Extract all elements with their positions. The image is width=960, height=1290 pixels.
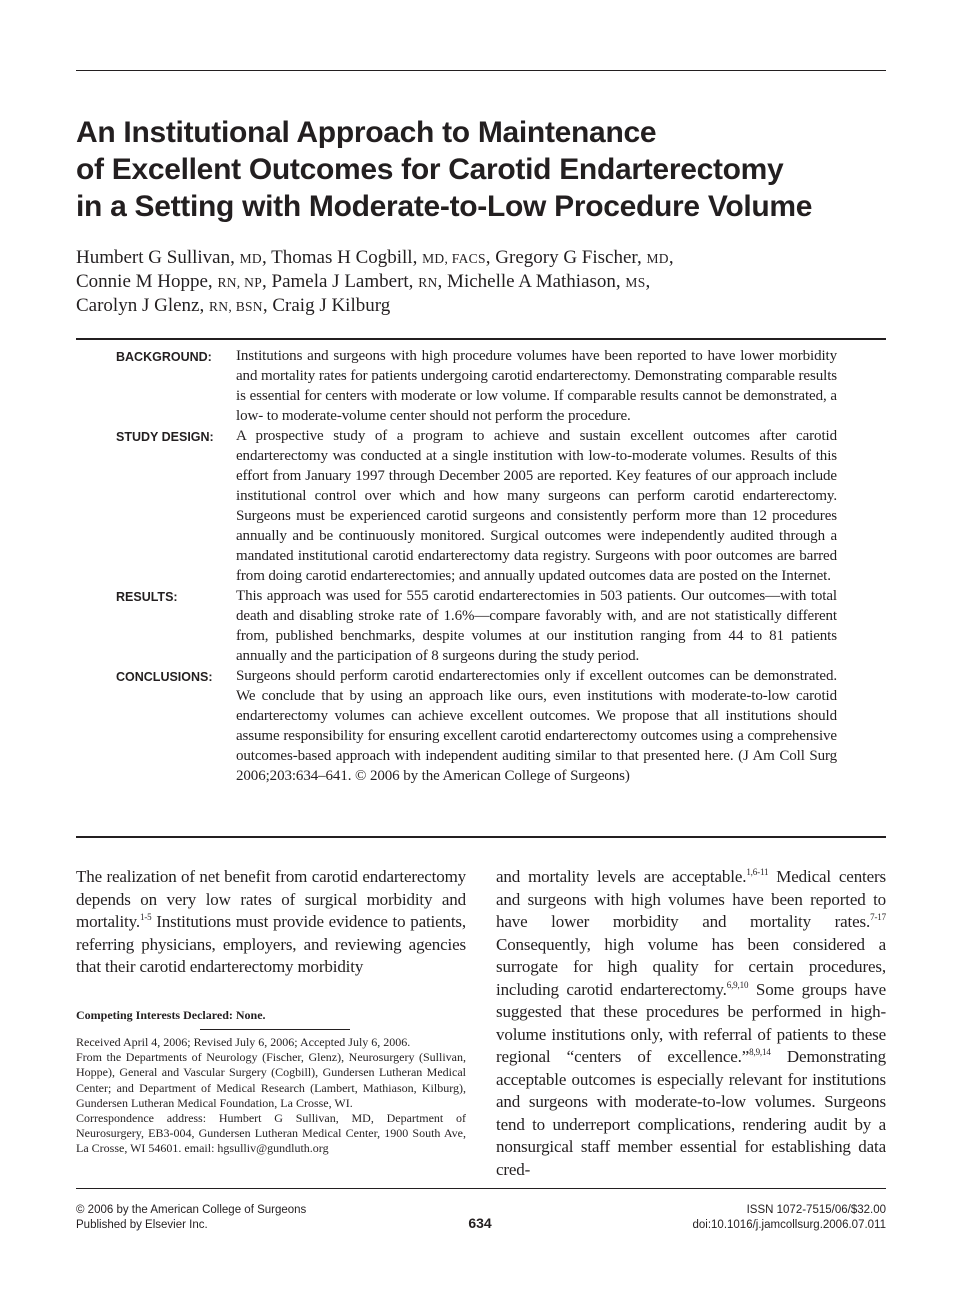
- footer-right: [586, 1203, 886, 1233]
- body-text: Some groups have suggested that these procedures be performed in high-volume institutions only, with referral of patients to these regional “centers of excellence.”: [496, 979, 886, 1066]
- author-sep: ,: [668, 247, 674, 268]
- abstract: [116, 346, 838, 786]
- author-sep: ,: [261, 247, 267, 268]
- author-line-2: [76, 270, 896, 294]
- author-degree: MD, FACS: [422, 251, 486, 266]
- author-degree: MD: [646, 251, 669, 266]
- body-text: Institutions must provide evidence to patients, referring physicians, employers, and reviewing agencies that their carotid endarterectomy morbidity: [76, 912, 466, 976]
- footer-rule: [76, 1188, 886, 1189]
- abstract-bottom-rule: [76, 836, 886, 838]
- affiliations: From the Departments of Neurology (Fischer, Glenz), Neurosurgery (Sullivan, Hoppe), General and Vascular Surgery (Cogbill), Gundersen Lutheran Medical Center; and Department of Medical Research (Lambert, Mathiason, Kilburg), Gundersen Lutheran Medical Foundation, La Crosse, WI.: [76, 1050, 466, 1110]
- citation: 1,6-11: [746, 867, 769, 877]
- abstract-conclusions: [116, 666, 838, 786]
- author-sep: ,: [645, 271, 651, 292]
- page-number: 634: [468, 1215, 492, 1231]
- received-dates: Received April 4, 2006; Revised July 6, 2006; Accepted July 6, 2006.: [76, 1035, 411, 1049]
- title-line-2: of Excellent Outcomes for Carotid Endarterectomy: [76, 153, 784, 186]
- abstract-text: A prospective study of a program to achieve and sustain excellent outcomes after carotid endarterectomy was conducted at a single institution with low-to-moderate volumes. Results of this effort from January 1997 through December 2005 are reported. Key features of our approach include institutional control over which and how many surgeons can perform carotid endarterectomy. Surgeons must be experienced carotid surgeons and consistently perform more than 12 procedures annually and be continuously monitored. Surgical outcomes were independently audited through a mandated institutional carotid endarterectomy data registry. Surgeons with poor outcomes are barred from doing carotid endarterectomies; and annually updated outcomes data are posted on the Internet.: [236, 428, 837, 584]
- publisher: Published by Elsevier Inc.: [76, 1219, 208, 1231]
- citation: 6,9,10: [726, 979, 749, 990]
- body-text: Medical centers and surgeons with high volumes have been reported to have lower morbidity and mortality rates.: [496, 867, 886, 931]
- competing-interests: Competing Interests Declared: None.: [76, 1008, 266, 1022]
- author-list: [76, 246, 896, 318]
- footnotes: [76, 1035, 466, 1157]
- abstract-label: STUDY DESIGN:: [116, 430, 214, 444]
- abstract-study-design: [116, 426, 838, 586]
- issn: ISSN 1072-7515/06/$32.00: [746, 1204, 886, 1216]
- body-text: Demonstrating acceptable outcomes is especially relevant for institutions and surgeons with moderate-to-low volumes. Surgeons tend to underreport complications, rendering audit by a nonsurgical staff member essential for establishing data cred-: [496, 1047, 887, 1179]
- author-name: Connie M Hoppe,: [76, 271, 213, 292]
- author-name: Thomas H Cogbill,: [271, 247, 418, 268]
- author-line-3: [76, 294, 896, 318]
- author-sep: ,: [262, 295, 268, 316]
- doi: doi:10.1016/j.jamcollsurg.2006.07.011: [692, 1219, 886, 1231]
- author-name: Craig J Kilburg: [272, 295, 391, 316]
- author-name: Gregory G Fischer,: [495, 247, 642, 268]
- author-name: Michelle A Mathiason,: [447, 271, 621, 292]
- title-line-1: An Institutional Approach to Maintenance: [76, 116, 657, 149]
- author-sep: ,: [485, 247, 491, 268]
- abstract-background: [116, 346, 838, 426]
- top-rule: [76, 70, 886, 71]
- body-left-column: [76, 866, 466, 979]
- correspondence: Correspondence address: Humbert G Sullivan, MD, Department of Neurosurgery, EB3-004, Gundersen Lutheran Medical Center, 1900 South Ave, La Crosse, WI 54601. email: hgsulliv@gundluth.org: [76, 1111, 466, 1156]
- title-line-3: in a Setting with Moderate-to-Low Procedure Volume: [76, 190, 813, 223]
- body-text: and mortality levels are acceptable.: [496, 867, 747, 886]
- citation: 8,9,14: [749, 1047, 771, 1057]
- citation: 1-5: [139, 912, 152, 922]
- citation: 7-17: [870, 912, 886, 922]
- abstract-label: CONCLUSIONS:: [116, 670, 213, 684]
- author-degree: RN, BSN: [208, 299, 263, 314]
- author-line-1: [76, 246, 896, 270]
- article-title: [76, 114, 906, 225]
- author-sep: ,: [262, 271, 267, 292]
- body-text: Consequently, high volume has been considered a surrogate for high quality for certain procedures, including carotid endarterectomy.: [496, 934, 886, 999]
- footnote-rule: [200, 1029, 350, 1030]
- abstract-label: BACKGROUND:: [116, 350, 212, 364]
- author-name: Humbert G Sullivan,: [76, 247, 235, 268]
- abstract-text: This approach was used for 555 carotid endarterectomies in 503 patients. Our outcomes—with total death and disabling stroke rate of 1.6%—compare favorably with, and are not statistically different from, published benchmarks, despite volumes at our institution ranging from 44 to 81 patients annually and the participation of 8 surgeons during the study period.: [236, 588, 837, 664]
- author-sep: ,: [437, 271, 443, 292]
- author-name: Pamela J Lambert,: [271, 271, 414, 292]
- author-degree: MS: [625, 275, 646, 290]
- copyright: © 2006 by the American College of Surgeons: [76, 1204, 307, 1216]
- author-name: Carolyn J Glenz,: [76, 295, 205, 316]
- abstract-top-rule: [76, 338, 886, 340]
- author-degree: MD: [239, 251, 262, 266]
- author-degree: RN, NP: [217, 275, 262, 290]
- abstract-label: RESULTS:: [116, 590, 178, 604]
- body-text: The realization of net benefit from carotid endarterectomy depends on very low rates of surgical morbidity and mortality.: [76, 867, 466, 931]
- abstract-text: Institutions and surgeons with high procedure volumes have been reported to have lower morbidity and mortality rates for patients undergoing carotid endarterectomy. Demonstrating comparable results is essential for centers with moderate or low volume. If comparable results cannot be demonstrated, a low- to moderate-volume center should not perform the procedure.: [236, 348, 837, 424]
- body-right-column: [496, 866, 886, 1181]
- author-degree: RN: [418, 275, 438, 290]
- footer-left: [76, 1203, 306, 1233]
- abstract-text: Surgeons should perform carotid endarterectomies only if excellent outcomes can be demonstrated. We conclude that by using an approach like ours, even institutions with moderate-to-low carotid endarterectomy volumes can achieve excellent outcomes. We propose that all institutions should assume responsibility for ensuring excellent carotid endarterectomy outcomes using a comprehensive outcomes-based approach with independent auditing similar to that presented here. (J Am Coll Surg 2006;203:634–641. © 2006 by the American College of Surgeons): [236, 668, 837, 784]
- abstract-results: [116, 586, 838, 666]
